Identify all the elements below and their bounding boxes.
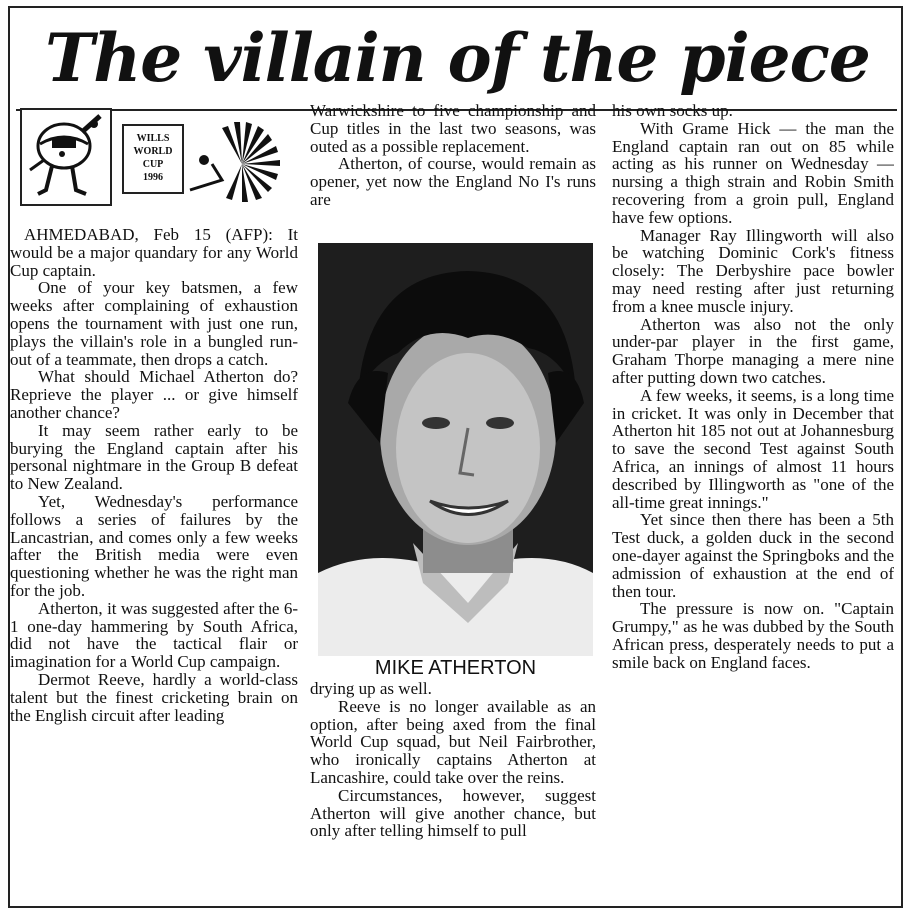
paragraph: A few weeks, it seems, is a long time in cricket. It was only in December that Atherton hit 185 not out at Johannesburg to save the second Test against South Africa, an innings of almost 11 hours described by Illingworth as "one of the all-time great innings." xyxy=(612,385,894,512)
paragraph: One of your key batsmen, a few weeks after complaining of exhaustion opens the tournament with just one run, plays the villain's role in a bungled run-out of a teammate, then drops a catch. xyxy=(10,278,298,369)
cricket-mascot-logo xyxy=(20,108,112,206)
portrait-image xyxy=(318,243,593,656)
article-column-2-top xyxy=(310,102,596,237)
paragraph: Atherton was also not the only under-par player in the first game, Graham Thorpe managing a mere nine after putting down two catches. xyxy=(612,314,894,387)
paragraph: Atherton, of course, would remain as opener, yet now the England No I's runs are xyxy=(310,154,596,209)
paragraph: Reeve is no longer available as an option, after being axed from the final World Cup squad, but Neil Fairbrother, who ironically captains Atherton at Lancashire, could take over the reins. xyxy=(310,696,596,787)
paragraph: The pressure is now on. "Captain Grumpy," as he was dubbed by the South African press, desperately needs to put a smile back on England faces. xyxy=(612,599,894,672)
wills-line1: WILLS xyxy=(136,133,170,144)
paragraph: With Grame Hick — the man the England captain ran out on 85 while acting as his runner on Wednesday — nursing a thigh strain and Robin Smith recovering from a groin pull, England have few options. xyxy=(612,118,894,227)
logo-group xyxy=(20,108,290,210)
photo-caption: MIKE ATHERTON xyxy=(374,657,537,679)
paragraph: Circumstances, however, suggest Atherton will give another chance, but only after telling himself to pull xyxy=(310,785,596,841)
paragraph: AHMEDABAD, Feb 15 (AFP): It would be a major quandary for any World Cup captain. xyxy=(10,226,298,280)
paragraph: his own socks up. xyxy=(612,102,733,120)
sunburst-icon xyxy=(182,120,290,204)
paragraph: Atherton, it was suggested after the 6-1 one-day hammering by South Africa, did not have the tactical flair or imagination for a World Cup campaign. xyxy=(10,598,298,672)
paragraph: Dermot Reeve, hardly a world-class talent but the finest cricketing brain on the English circuit after leading xyxy=(10,669,298,725)
paragraph: Yet, Wednesday's performance follows a series of failures by the Lancastrian, and comes only a few weeks after the British media were even questioning whether he was the right man for the job. xyxy=(10,491,298,600)
paragraph: It may seem rather early to be burying the England captain after his personal nightmare in the Group B defeat to New Zealand. xyxy=(10,420,298,494)
mascot-icon xyxy=(22,110,110,204)
paragraph: Yet since then there has been a 5th Test duck, a golden duck in the second one-dayer against the Springboks and the admission of exhaustion at the end of then tour. xyxy=(612,510,894,601)
article-column-3 xyxy=(612,102,894,896)
article-column-1 xyxy=(10,226,298,896)
headline: The villain of the piece xyxy=(45,19,870,97)
wills-line2: WORLD CUP xyxy=(133,146,173,170)
paragraph: What should Michael Atherton do? Reprieve the player ... or give himself another chance? xyxy=(10,367,298,422)
paragraph: Warwickshire to five championship and Cup titles in the last two seasons, was outed as a possible replacement. xyxy=(310,102,596,156)
wills-world-cup-logo xyxy=(122,120,290,204)
article-column-2-bottom xyxy=(310,680,596,896)
wills-badge xyxy=(122,124,184,194)
paragraph: Manager Ray Illingworth will also be watching Dominic Cork's fitness closely: The Derbyshire pace bowler may need resting after just returning from a knee muscle injury. xyxy=(612,225,894,316)
paragraph: drying up as well. xyxy=(310,680,432,698)
player-photo xyxy=(318,243,593,656)
wills-line3: 1996 xyxy=(143,172,163,183)
